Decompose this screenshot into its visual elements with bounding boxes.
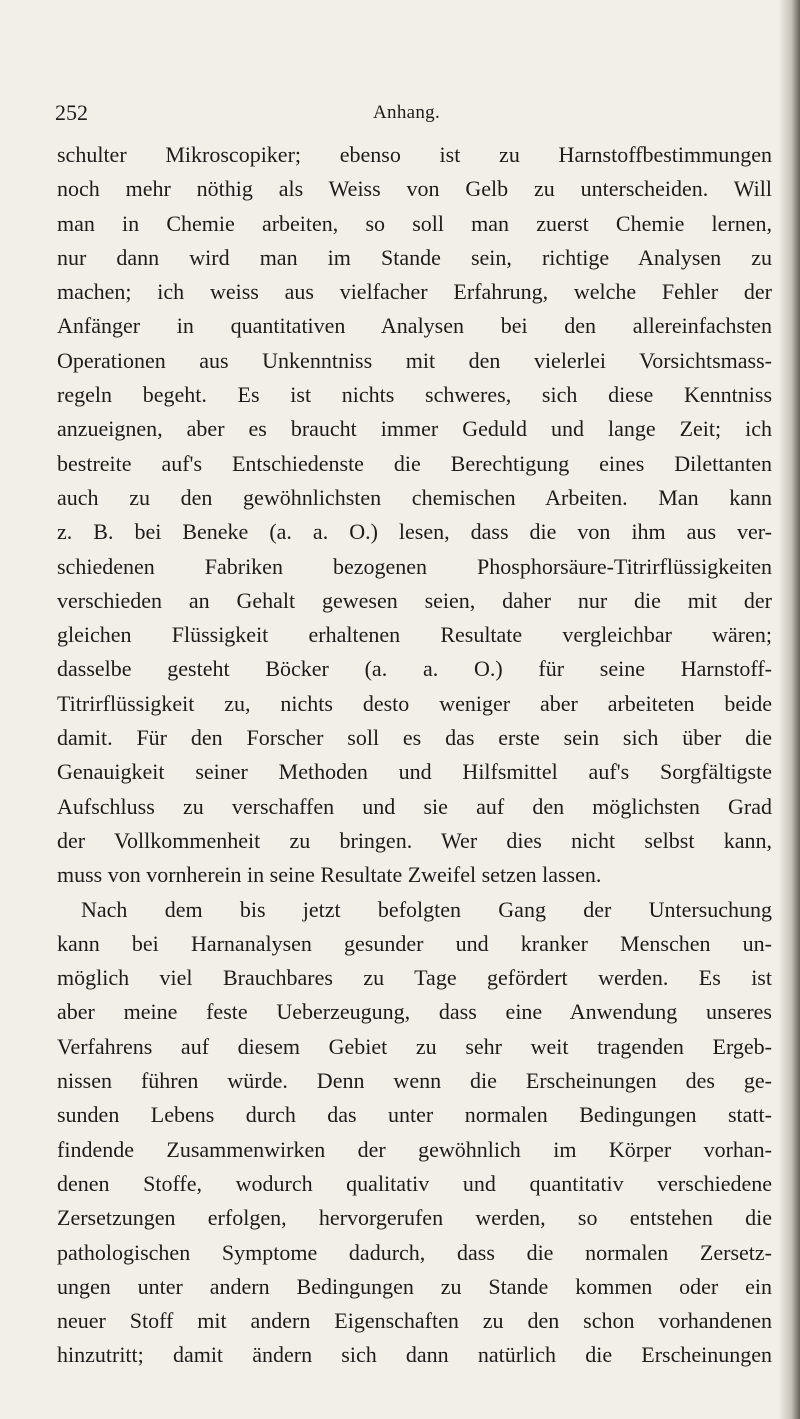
text-line: noch mehr nöthig als Weiss von Gelb zu unterscheiden. Will [57,176,772,202]
text-line: verschieden an Gehalt gewesen seien, daher nur die mit der [57,587,772,613]
text-line: aber meine feste Ueberzeugung, dass eine Anwendung unseres [57,999,772,1025]
text-line: denen Stoffe, wodurch qualitativ und quantitativ verschiedene [57,1170,772,1196]
text-line: Genauigkeit seiner Methoden und Hilfsmittel auf's Sorgfältigste [57,759,772,785]
text-line: schiedenen Fabriken bezogenen Phosphorsäure-Titrirflüssigkeiten [57,553,772,579]
text-line: anzueignen, aber es braucht immer Geduld und lange Zeit; ich [57,416,772,442]
paragraph-start-line: Nach dem bis jetzt befolgten Gang der Untersuchung [81,896,772,922]
text-line: kann bei Harnanalysen gesunder und kranker Menschen un- [57,930,772,956]
text-line: machen; ich weiss aus vielfacher Erfahrung, welche Fehler der [57,279,772,305]
text-line: regeln begeht. Es ist nichts schweres, sich diese Kenntniss [57,382,772,408]
text-line: schulter Mikroscopiker; ebenso ist zu Harnstoffbestimmungen [57,142,772,167]
text-line: pathologischen Symptome dadurch, dass die normalen Zersetz- [57,1239,772,1265]
page-edge-shadow [778,0,800,1419]
text-line: muss von vornherein in seine Resultate Zweifel setzen lassen. [57,862,602,888]
text-line: man in Chemie arbeiten, so soll man zuerst Chemie lernen, [57,210,772,236]
body-text [57,138,772,1373]
running-head: Anhang. [373,102,441,123]
text-line: ungen unter andern Bedingungen zu Stande kommen oder ein [57,1273,772,1299]
text-line: nissen führen würde. Denn wenn die Erscheinungen des ge- [57,1068,772,1094]
text-line: Anfänger in quantitativen Analysen bei den allereinfachsten [57,313,772,339]
text-line: damit. Für den Forscher soll es das erste sein sich über die [57,725,772,751]
text-line: sunden Lebens durch das unter normalen Bedingungen statt- [57,1102,772,1128]
text-line: gleichen Flüssigkeit erhaltenen Resultate vergleichbar wären; [57,622,772,648]
text-line: nur dann wird man im Stande sein, richtige Analysen zu [57,244,772,270]
text-line: möglich viel Brauchbares zu Tage gefördert werden. Es ist [57,965,772,991]
text-line: findende Zusammenwirken der gewöhnlich im Körper vorhan- [57,1136,772,1162]
text-line: z. B. bei Beneke (a. a. O.) lesen, dass die von ihm aus ver- [57,519,772,545]
page-header [55,100,755,140]
text-line: hinzutritt; damit ändern sich dann natürlich die Erscheinungen [57,1342,772,1368]
text-line: dasselbe gesteht Böcker (a. a. O.) für seine Harnstoff- [57,656,772,682]
text-line: bestreite auf's Entschiedenste die Berechtigung eines Dilettanten [57,450,772,476]
text-line: neuer Stoff mit andern Eigenschaften zu den schon vorhandenen [57,1308,772,1334]
text-line: Operationen aus Unkenntniss mit den vielerlei Vorsichtsmass- [57,347,772,373]
text-line: der Vollkommenheit zu bringen. Wer dies nicht selbst kann, [57,827,772,853]
text-line: Aufschluss zu verschaffen und sie auf den möglichsten Grad [57,793,772,819]
text-line: auch zu den gewöhnlichsten chemischen Arbeiten. Man kann [57,484,772,510]
text-line: Titrirflüssigkeit zu, nichts desto weniger aber arbeiteten beide [57,690,772,716]
page-number: 252 [55,100,88,125]
text-line: Zersetzungen erfolgen, hervorgerufen werden, so entstehen die [57,1205,772,1231]
text-line: Verfahrens auf diesem Gebiet zu sehr weit tragenden Ergeb- [57,1033,772,1059]
